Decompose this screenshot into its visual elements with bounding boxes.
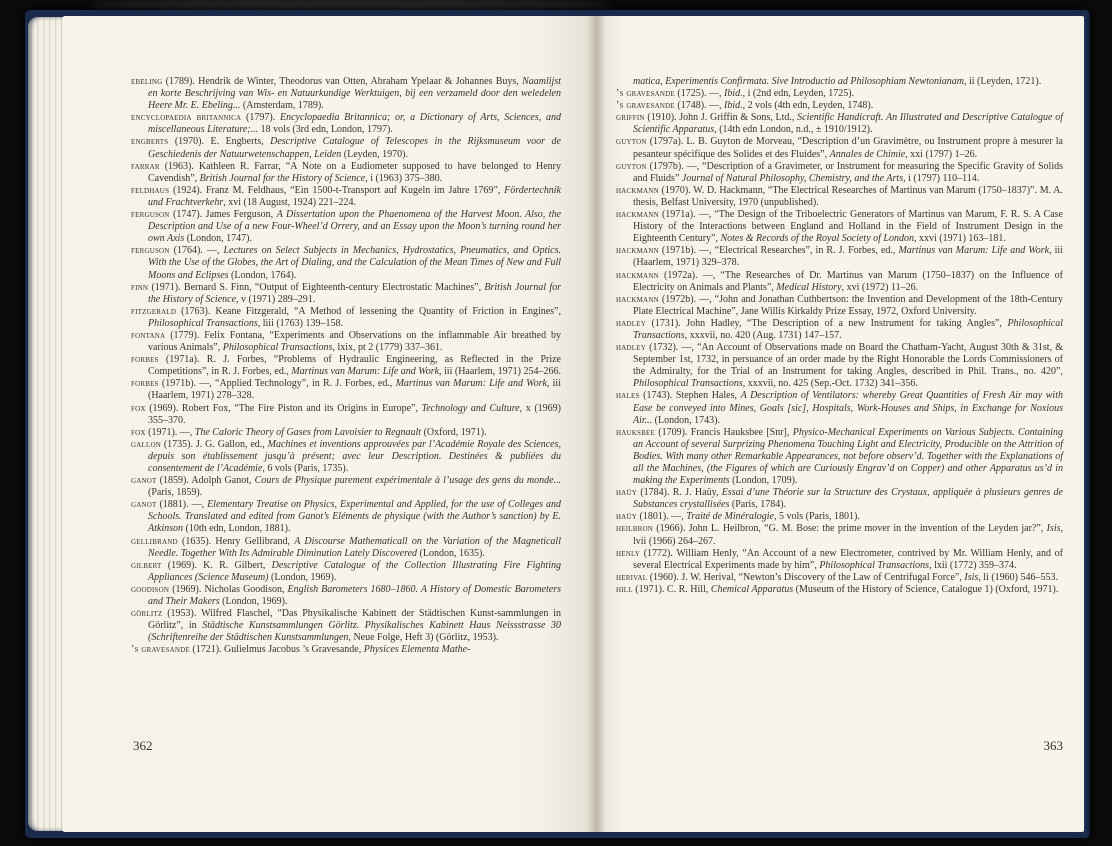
entry-text: Philosophical Transactions <box>148 317 258 329</box>
entry-text: Ibid. <box>724 100 743 112</box>
entry-text: (London, 1743). <box>652 414 720 426</box>
bibliography-entry <box>131 245 561 281</box>
bibliography-entry <box>616 487 1063 511</box>
entry-text: Essai d’une Théorie sur la Structure des Crystaux, appliquée à plusieurs genres de Substances crystallisées <box>633 487 1063 511</box>
entry-text: A Description of Ventilators: whereby Great Quantities of Fresh Air may with Ease be conveyed into Mines, Goals [sic], Hospitals, Work-Houses and Ships, in Exchange for Noxious Air... <box>633 390 1063 426</box>
entry-text: (1971a). —, “The Design of the Triboelectric Generators of Martinus van Marum, F. R. S. A Case History of the Interactions between England and Holland in the Field of Instrument Design in the Eighteenth Century”, <box>633 209 1063 245</box>
entry-text: Encyclopaedia Britannica; or, a Dictionary of Arts, Sciences, and miscellaneous Literature;... <box>148 112 561 136</box>
bibliography-entry <box>131 536 561 560</box>
right-page <box>596 16 1084 832</box>
bibliography-entry <box>131 209 561 245</box>
entry-text: , iii (Haarlem, 1971) 254–266. <box>439 366 561 378</box>
entry-text: (1971b). —, “Applied Technology”, in R. J. Forbes, ed., <box>158 378 396 390</box>
entry-text: British Journal for the History of Science <box>148 281 561 305</box>
entry-text: Philosophical Transactions <box>819 559 930 571</box>
entry-text: (London, 1747). <box>184 233 252 245</box>
entry-author-label: encyclopaedia britannica <box>131 112 242 124</box>
bibliography-entry <box>616 270 1063 294</box>
entry-text: (1731). John Hadley, “The Description of a new Instrument for taking Angles”, <box>645 317 1008 329</box>
entry-text: (1725). —, <box>674 88 725 100</box>
entry-text: British Journal for the History of Science <box>199 172 366 184</box>
entry-text: English Barometers 1680–1860. A History of Domestic Barometers and Their Makers <box>148 583 561 608</box>
entry-author-label: fitzgerald <box>131 305 177 317</box>
bibliography-entry <box>616 161 1063 185</box>
entry-text: (1789). Hendrik de Winter, Theodorus van Otten, Abraham Ypelaar & Johannes Buys, <box>162 76 523 87</box>
entry-text: (1969). K. R. Gilbert, <box>161 559 272 571</box>
bibliography-entry <box>131 354 561 378</box>
entry-text: Städtische Kunstsammlungen Görlitz. Physikalisches Kabinett Haus Neissstrasse 30 (Schriftenreihe der Städtischen Kunstsammlungen <box>148 620 562 644</box>
entry-text: Isis <box>964 571 979 583</box>
entry-text: A Discourse Mathematicall on the Variation of the Magneticall Needle. Together With Its Admirable Diminution Lately Discovered <box>148 535 561 559</box>
bibliography-entry <box>131 112 561 136</box>
entry-author-label: fox <box>131 402 146 414</box>
entry-text: Descriptive Catalogue of the Collection Illustrating Fire Fighting Appliances (Science Museum) <box>148 559 561 583</box>
entry-text: (1784). R. J. Haüy, <box>637 487 722 499</box>
entry-text: (London, 1969). <box>268 571 337 583</box>
scan-glare <box>90 0 610 10</box>
entry-text: Traité de Minéralogie <box>686 511 774 523</box>
entry-text: Scientific Handicraft. An Illustrated and Descriptive Catalogue of Scientific Apparatus <box>633 112 1063 136</box>
bibliography-entries-left <box>131 76 561 657</box>
entry-author-label: hauksbee <box>616 426 655 438</box>
entry-text: , Neue Folge, Heft 3) (Görlitz, 1953). <box>348 632 499 644</box>
entry-text: (1797). <box>241 112 280 124</box>
entry-text: (1732). —, “An Account of Observations made on Board the Chatham-Yacht, August 30th & 31st, & September 1st, 1732, in persuance of an order made by the Right Honorable the Lords Commissioners of the Admiralty, for the Trial of an Instrument for taking Angles, described in Phil. Trans., no. 420”, <box>633 342 1063 378</box>
entry-text: (1772). William Henly, “An Account of a new Electrometer, contrived by Mr. William Henly, and of several Electrical Experiments made by him”, <box>633 547 1063 571</box>
entry-author-label: engberts <box>131 136 169 148</box>
entry-text: (London, 1764). <box>228 269 297 281</box>
entry-text: Martinus van Marum: Life and Work <box>395 378 547 390</box>
bibliography-entry <box>616 76 1063 88</box>
entry-text: Lectures on Select Subjects in Mechanics, Hydrostatics, Pneumatics, and Optics. With the Use of the Globes, the Art of Dialing, and the Calculation of the Mean Times of New and Full Moons and Eclipses <box>148 245 561 281</box>
entry-author-label: ’s gravesande <box>131 644 190 656</box>
entry-text: (1721). Gulielmus Jacobus ’s Gravesande, <box>189 644 364 656</box>
entry-text: Notes & Records of the Royal Society of London <box>720 233 914 245</box>
entry-text: Philosophical Transactions <box>633 378 743 390</box>
entry-text: Naamlijst en korte Beschrijving van Wis- en Natuurkundige Werktuigen, bij een verzameld door den weledelen Heere Mr. E. Ebeling... <box>148 76 561 112</box>
bibliography-entry <box>616 523 1063 547</box>
entry-text: (London, 1709). <box>729 475 798 487</box>
entry-text: (London, 1969). <box>219 596 288 608</box>
entry-author-label: fox <box>131 426 146 438</box>
entry-author-label: hackmann <box>616 293 659 305</box>
entry-text: 18 vols (3rd edn, London, 1797). <box>258 124 393 136</box>
entry-text: (1969). Nicholas Goodison, <box>169 583 288 595</box>
bibliography-entry <box>131 76 561 112</box>
entry-author-label: ganot <box>131 475 157 487</box>
entry-text: (1743). Stephen Hales, <box>639 390 741 402</box>
entry-text: (1953). Wilfred Flaschel, “Das Physikalische Kabinett der Städtischen Kunst-sammlungen in Görlitz”, in <box>148 608 561 632</box>
bibliography-entry <box>616 390 1063 426</box>
entry-text: , xxi (1797) 1–26. <box>905 148 978 160</box>
entry-author-label: finn <box>131 281 149 293</box>
left-page <box>62 16 596 832</box>
entry-text: (1969). Robert Fox, “The Fire Piston and its Origins in Europe”, <box>145 402 422 414</box>
bibliography-entry <box>131 185 561 209</box>
entry-text: (1963). Kathleen R. Farrar, “A Note on a Eudiometer supposed to have belonged to Henry Cavendish”, <box>148 160 561 184</box>
entry-author-label: hales <box>616 390 640 402</box>
entry-text: (1748). —, <box>674 100 725 112</box>
entry-text: Martinus van Marum: Life and Work <box>291 366 440 378</box>
bibliography-entry <box>616 136 1063 160</box>
entry-text: (1910). John J. Griffin & Sons, Ltd., <box>644 112 798 124</box>
entry-author-label: hadley <box>616 342 646 354</box>
bibliography-entry <box>616 294 1063 318</box>
entry-text: , iii (Haarlem, 1971) 278–328. <box>148 378 561 402</box>
entry-text: (Paris, 1859). <box>148 487 203 499</box>
entry-text: , i (2nd edn, Leyden, 1725). <box>742 88 855 100</box>
entry-author-label: hadley <box>616 317 646 329</box>
entry-text: (1971). Bernard S. Finn, “Output of Eighteenth-century Electrostatic Machines”, <box>148 281 485 293</box>
entry-text: (1709). Francis Hauksbee [Snr], <box>654 426 793 438</box>
entry-author-label: hill <box>616 583 633 595</box>
entry-author-label: ’s gravesande <box>616 100 675 112</box>
entry-text: (1924). Franz M. Feldhaus, “Ein 1500-t-Transport auf Kugeln im Jahre 1769”, <box>169 184 505 196</box>
page-number-left: 362 <box>133 738 153 753</box>
entry-text: , xvi (18 August, 1924) 221–224. <box>223 196 357 208</box>
entry-text: (1971b). —, “Electrical Researches”, in R. J. Forbes, ed., <box>658 245 899 257</box>
page-number-right: 363 <box>1043 738 1063 753</box>
entry-text: Elementary Treatise on Physics, Experimental and Applied, for the use of Colleges and Schools. Translated and edited from Ganot’s Eléments de physique (with the Author’s sanction) by E. Atkinson <box>148 499 561 535</box>
bibliography-entry <box>616 100 1063 112</box>
entry-author-label: herival <box>616 571 648 583</box>
bibliography-entry <box>131 475 561 499</box>
entry-text: A Dissertation upon the Phaenomena of the Harvest Moon. Also, the Description and Use of a new Four-Wheel’d Orrery, and an Essay upon the Moon’s turning round her own Axis <box>148 209 562 245</box>
entry-text: (1635). Henry Gellibrand, <box>177 535 295 547</box>
bibliography-entries-right <box>616 76 1063 596</box>
entry-text: (1960). J. W. Herival, “Newton’s Discovery of the Law of Centrifugal Force”, <box>647 571 965 583</box>
bibliography-entry <box>131 161 561 185</box>
entry-text: (Leyden, 1970). <box>341 148 408 160</box>
entry-text: (1971a). R. J. Forbes, “Problems of Hydraulic Engineering, as Reflected in the Prize Competitions”, in R. J. Forbes, ed., <box>148 354 561 378</box>
entry-author-label: hackmann <box>616 269 659 281</box>
entry-author-label: ferguson <box>131 245 170 257</box>
entry-author-label: feldhaus <box>131 184 170 196</box>
entry-text: , iii (Haarlem, 1971) 329–378. <box>633 245 1063 269</box>
entry-text: , xxxvii, no. 420 (Aug. 1731) 147–157. <box>684 329 842 341</box>
entry-author-label: haüy <box>616 487 638 499</box>
entry-author-label: ebeling <box>131 76 163 87</box>
open-book <box>25 10 1090 838</box>
entry-author-label: haüy <box>616 511 638 523</box>
bibliography-entry <box>616 342 1063 390</box>
entry-text: (1881). —, <box>156 499 208 511</box>
entry-text: , liii (1763) 139–158. <box>257 317 344 329</box>
entry-text: Philosophical Transactions <box>633 317 1063 341</box>
entry-text: (1859). Adolph Ganot, <box>156 475 255 487</box>
entry-text: , xvi (1972) 11–26. <box>841 281 919 293</box>
bibliography-entry <box>616 427 1063 487</box>
entry-text: (10th edn, London, 1881). <box>183 523 291 535</box>
entry-text: Ibid. <box>724 88 743 100</box>
bibliography-entry <box>616 548 1063 572</box>
entry-text: (1797a). L. B. Guyton de Morveau, “Description d’un Gravimètre, ou Instrument propre à mesurer la pesanteur spécifique des Solides et des Fluides”, <box>633 136 1063 160</box>
page-edge-stack <box>28 17 64 831</box>
entry-author-label: gallon <box>131 438 161 450</box>
entry-text: (1797b). —, “Description of a Gravimeter, or Instrument for measuring the Specific Gravity of Solids and Fluids” <box>633 160 1063 184</box>
entry-text: (1966). John L. Heilbron, “G. M. Bose: the prime mover in the invention of the Leyden jar?”, <box>653 523 1047 535</box>
entry-text: (1971). C. R. Hill, <box>632 583 711 595</box>
entry-text: (1779). Felix Fontana, “Experiments and Observations on the inflammable Air breathed by various Animals”, <box>148 329 561 354</box>
entry-author-label: hackmann <box>616 184 659 196</box>
entry-text: (1971). —, <box>145 426 195 438</box>
entry-text: Annales de Chimie <box>829 148 906 160</box>
entry-text: , 5 vols (Paris, 1801). <box>773 511 860 523</box>
bibliography-entry <box>616 318 1063 342</box>
entry-text: (1801). —, <box>637 511 687 523</box>
entry-author-label: forbes <box>131 354 159 366</box>
entry-text: , v (1971) 289–291. <box>236 293 316 305</box>
bibliography-entry <box>616 112 1063 136</box>
entry-text: (1763). Keane Fitzgerald, “A Method of lessening the Quantity of Friction in Engines”, <box>176 305 561 317</box>
entry-text: , x (1969) 355–370. <box>148 402 561 426</box>
entry-text: (Oxford, 1971). <box>421 426 487 438</box>
bibliography-entry <box>131 427 561 439</box>
bibliography-entry <box>616 511 1063 523</box>
entry-text: Descriptive Catalogue of Telescopes in the Rijksmuseum voor de Geschiedenis der Natuurwetenschappen, Leiden <box>148 136 561 160</box>
entry-author-label: fontana <box>131 329 166 341</box>
entry-author-label: farrar <box>131 160 160 172</box>
entry-text: (1764). —, <box>169 245 224 257</box>
entry-text: , 2 vols (4th edn, Leyden, 1748). <box>742 100 874 112</box>
entry-text: , li (1960) 546–553. <box>978 571 1058 583</box>
entry-text: , xxvi (1971) 163–181. <box>913 233 1006 245</box>
bibliography-entry <box>131 584 561 608</box>
entry-author-label: ’s gravesande <box>616 88 675 100</box>
entry-text: , 6 vols (Paris, 1735). <box>262 463 349 474</box>
entry-text: (1747). James Ferguson, <box>169 209 277 221</box>
bibliography-entry <box>131 330 561 354</box>
entry-text: (1970). E. Engberts, <box>168 136 271 148</box>
entry-text: Journal of Natural Philosophy, Chemistry, and the Arts <box>681 172 904 184</box>
entry-author-label: hackmann <box>616 245 659 257</box>
entry-author-label: hackmann <box>616 209 659 221</box>
bibliography-entry <box>616 185 1063 209</box>
entry-text: (1735). J. G. Gallon, ed., <box>160 438 268 450</box>
entry-text: (Amsterdam, 1789). <box>240 100 324 112</box>
entry-text: Chemical Apparatus <box>710 583 794 595</box>
entry-text: The Caloric Theory of Gases from Lavoisier to Regnault <box>194 426 422 438</box>
bibliography-entry <box>131 560 561 584</box>
entry-text: (Paris, 1784). <box>729 499 787 511</box>
entry-author-label: goodison <box>131 583 170 595</box>
bibliography-entry <box>131 608 561 644</box>
entry-author-label: forbes <box>131 378 159 390</box>
entry-text: Isis <box>1046 523 1061 535</box>
bibliography-entry <box>616 245 1063 269</box>
book-cover-edge <box>1084 14 1090 834</box>
bibliography-entry <box>616 209 1063 245</box>
bibliography-entry <box>616 584 1063 596</box>
entry-text: (1970). W. D. Hackmann, “The Electrical Researches of Martinus van Marum (1750–1837)”. M. A. thesis, Belfast University, 1970 (unpublished). <box>633 184 1063 208</box>
entry-text: (1972a). —, “The Researches of Dr. Martinus van Marum (1750–1837) on the Influence of Electricity on Animals and Plants”, <box>633 269 1063 293</box>
entry-text: Medical History <box>776 281 842 293</box>
entry-text: Physico-Mechanical Experiments on Various Subjects. Containing an Account of several Surprizing Phenomena Touching Light and Electricity, Producible on the Attrition of Bodies. With many other Remarkable Appearances, not before observ’d. Together with the Explanations of all the Machines, (the Figures of which are Curiously Engrav’d on Copper) and other Apparatus us’d in making the Experiments <box>633 426 1063 487</box>
entry-author-label: ganot <box>131 499 157 511</box>
entry-text: Technology and Culture <box>421 402 520 414</box>
bibliography-entry <box>131 282 561 306</box>
bibliography-entry <box>131 136 561 160</box>
bibliography-entry <box>131 644 561 656</box>
entry-text: , i (1797) 110–114. <box>903 172 980 184</box>
entry-author-label: griffin <box>616 112 645 124</box>
entry-text: Philosophical Transactions <box>222 342 333 354</box>
entry-text: Fördertechnik und Frachtverkehr <box>148 184 561 208</box>
entry-author-label: henly <box>616 547 641 559</box>
entry-author-label: görlitz <box>131 608 163 620</box>
entry-text: , lxii (1772) 359–374. <box>929 559 1017 571</box>
bibliography-entry <box>131 306 561 330</box>
entry-text: , ii (Leyden, 1721). <box>964 76 1042 87</box>
bibliography-entry <box>616 88 1063 100</box>
entry-text: Machines et inventions approuvées par l’Académie Royale des Sciences, depuis son établissement jusqu’à présent; avec leur Description. Destinées & publiées du consentement de l’Académie <box>148 438 561 474</box>
bibliography-entry <box>131 499 561 535</box>
bibliography-entry <box>131 403 561 427</box>
entry-text: , lxix, pt 2 (1779) 337–361. <box>332 342 443 354</box>
entry-author-label: heilbron <box>616 523 653 535</box>
entry-text: Cours de Physique purement expérimentale à l’usage des gens du monde... <box>254 475 562 487</box>
entry-text: (Museum of the History of Science, Catalogue 1) (Oxford, 1971). <box>793 583 1059 595</box>
entry-text: matica, Experimentis Confirmata. Sive Introductio ad Philosophiam Newtonianam <box>633 76 964 87</box>
entry-author-label: ferguson <box>131 209 170 221</box>
entry-author-label: gellibrand <box>131 535 178 547</box>
bibliography-entry <box>131 378 561 402</box>
entry-text: , i (1963) 375–380. <box>365 172 443 184</box>
entry-text: , lvii (1966) 264–267. <box>633 523 1063 547</box>
entry-text: , (14th edn London, n.d., ± 1910/1912). <box>714 124 873 136</box>
entry-author-label: gilbert <box>131 559 162 571</box>
entry-text: (London, 1635). <box>417 547 485 559</box>
entry-author-label: guyton <box>616 136 647 148</box>
entry-text: Physices Elementa Mathe- <box>363 644 471 656</box>
entry-text: (1972b). —, “John and Jonathan Cuthbertson: the Invention and Development of the 18th-Century Plate Electrical Machine”, Jane Willis Kirkaldy Prize Essay, 1972, Oxford University. <box>633 293 1063 317</box>
bibliography-entry <box>131 439 561 475</box>
entry-text: , xxxvii, no. 425 (Sep.-Oct. 1732) 341–356. <box>742 378 918 390</box>
entry-author-label: guyton <box>616 160 647 172</box>
entry-text: Martinus van Marum: Life and Work <box>898 245 1050 257</box>
bibliography-entry <box>616 572 1063 584</box>
